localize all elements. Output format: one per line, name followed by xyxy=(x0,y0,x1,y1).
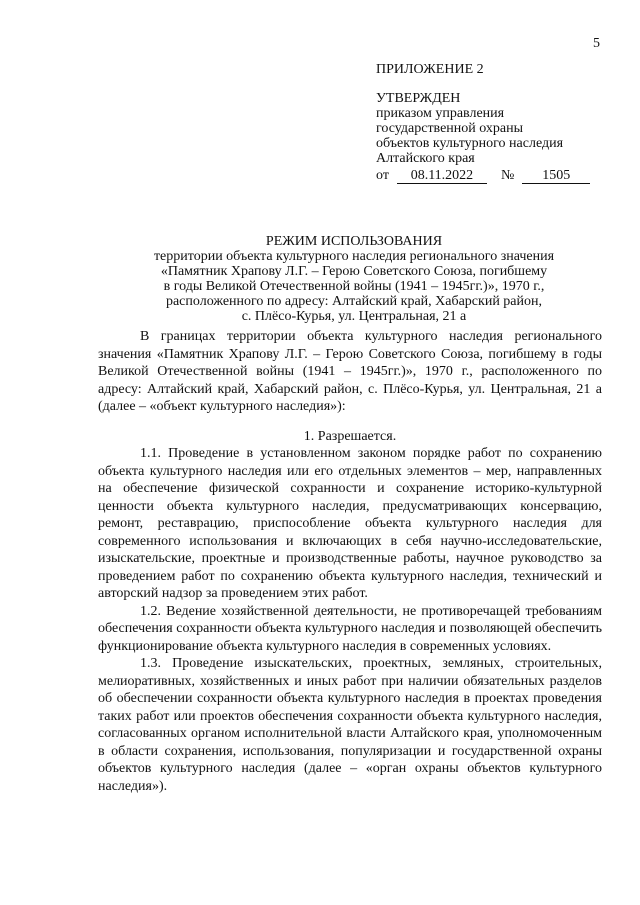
paragraph-1-2: 1.2. Ведение хозяйственной деятельности, не противоречащей требованиям обеспечения сохранности объекта культурного наследия и позволяющей обеспечить функционирование объекта культурного наследия в современных условиях. xyxy=(98,603,602,654)
title-line: с. Плёсо-Курья, ул. Центральная, 21 а xyxy=(241,309,467,324)
intro-paragraph: В границах территории объекта культурного наследия регионального значения «Памятник Храпову Л.Г. – Герою Советского Союза, погибшему в годы Великой Отечественной войны (1941 – 1945гг.)», 1970 г., расположенного по адресу: Алтайский край, Хабарский район, с. Плёсо-Курья, ул. Центральная, 21 а (далее – «объект культурного наследия»): xyxy=(98,329,602,414)
approval-number: 1505 xyxy=(522,169,590,184)
title-line: в годы Великой Отечественной войны (1941 – 1945гг.)», 1970 г., xyxy=(163,279,545,294)
document-title xyxy=(100,234,608,324)
approval-line: Алтайского края xyxy=(376,151,475,166)
section-heading: 1. Разрешается. xyxy=(303,428,397,444)
paragraph-1-3: 1.3. Проведение изыскательских, проектных, земляных, строительных, мелиоративных, хозяйственных и иных работ при наличии обязательных разделов об обеспечении сохранности объекта культурного наследия в проектах проведения таких работ или проектов обеспечения сохранности объекта культурного наследия, согласованных органом исполнительной власти Алтайского края, уполномоченным в области сохранения, использования, популяризации и государственной охраны объектов культурного наследия (далее – «орган охраны объектов культурного наследия»). xyxy=(98,656,602,794)
approved-label: УТВЕРЖДЕН xyxy=(376,91,461,106)
number-label: № xyxy=(500,168,515,183)
approval-line: государственной охраны xyxy=(376,121,524,136)
approval-block xyxy=(376,62,616,184)
title-heading: РЕЖИМ ИСПОЛЬЗОВАНИЯ xyxy=(265,234,443,249)
title-line: территории объекта культурного наследия регионального значения xyxy=(153,249,555,264)
paragraph-1-1: 1.1. Проведение в установленном законом порядке работ по сохранению объекта культурного наследия или его отдельных элементов – мер, направленных на обеспечение физической сохранности и сохранение историко-культурной ценности объекта культурного наследия, предусматривающих консервацию, ремонт, реставрацию, приспособление объекта культурного наследия для современного использования и включающих в себя научно-исследовательские, изыскательские, проектные и производственные работы, научное руководство за проведением работ по сохранению объекта культурного наследия, технический и авторский надзор за проведением этих работ. xyxy=(98,446,602,601)
page-number: 5 xyxy=(593,36,600,51)
appendix-label: ПРИЛОЖЕНИЕ 2 xyxy=(376,62,484,77)
document-body xyxy=(98,328,602,795)
from-label: от xyxy=(376,168,389,183)
approval-date: 08.11.2022 xyxy=(397,169,487,184)
approval-line: объектов культурного наследия xyxy=(376,136,564,151)
approval-line: приказом управления xyxy=(376,106,505,121)
title-line: расположенного по адресу: Алтайский край, Хабарский район, xyxy=(165,294,543,309)
approval-date-line xyxy=(376,168,616,184)
title-line: «Памятник Храпову Л.Г. – Герою Советского Союза, погибшему xyxy=(160,264,548,279)
